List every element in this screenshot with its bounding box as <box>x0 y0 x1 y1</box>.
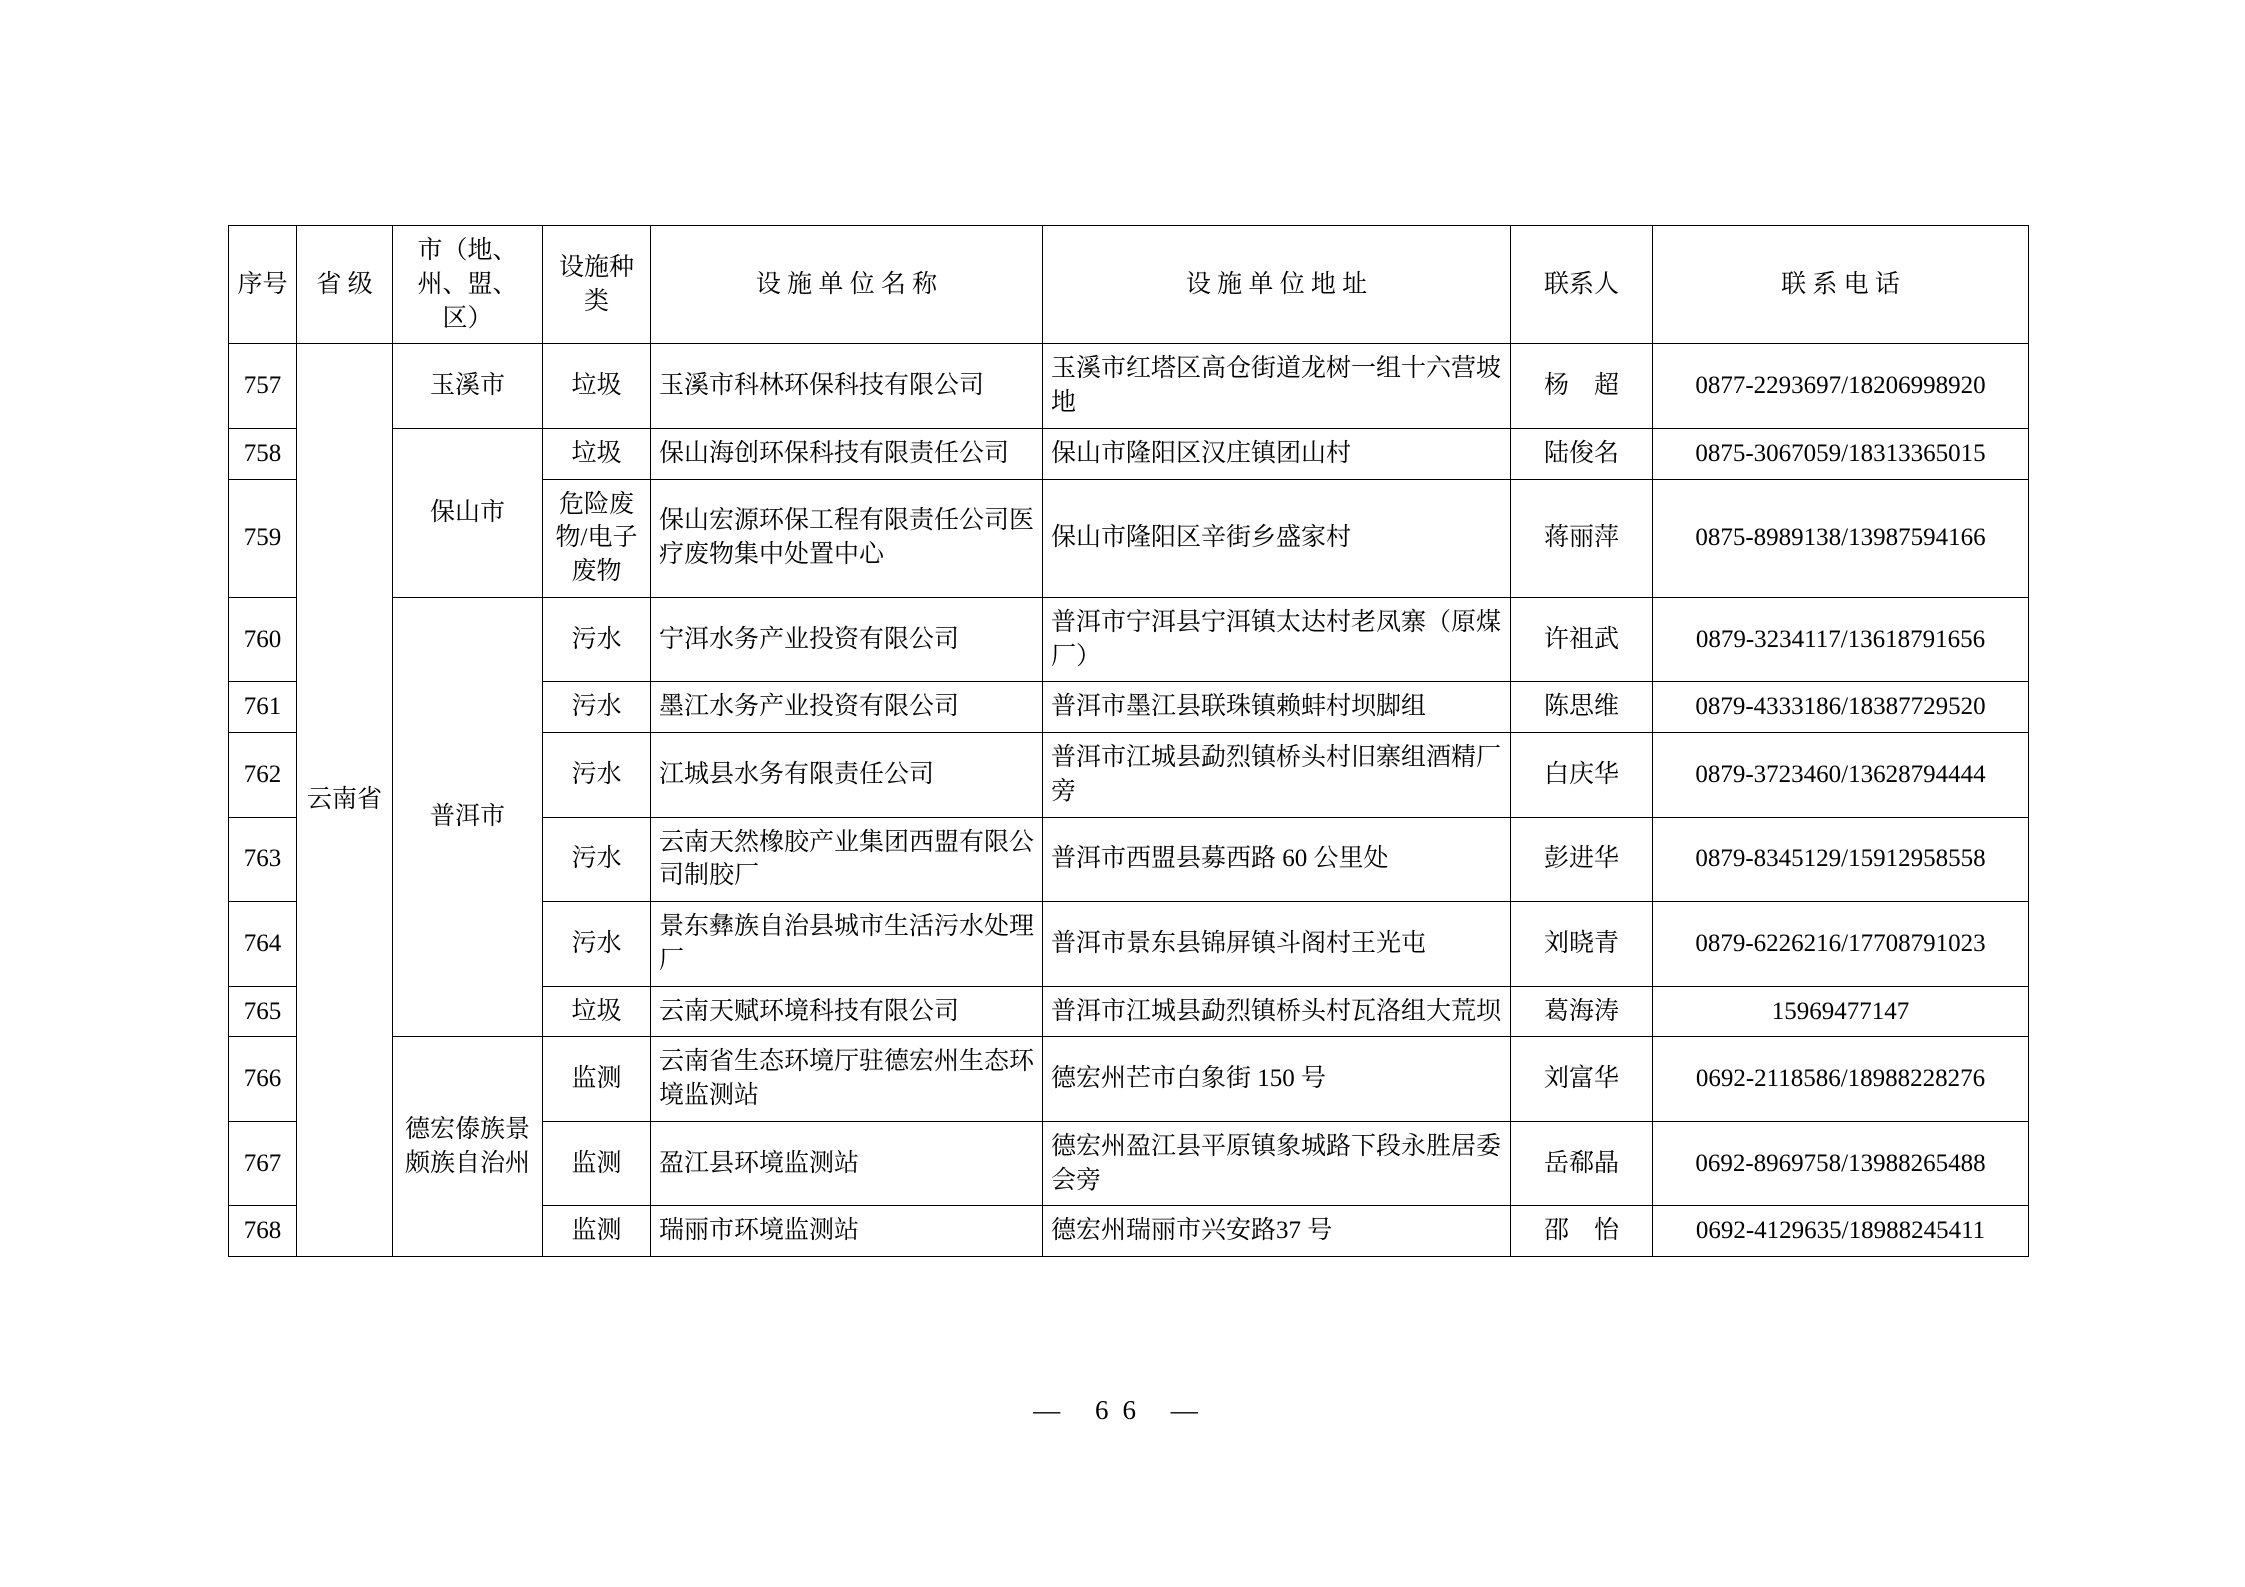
cell-contact-phone: 0879-6226216/17708791023 <box>1653 902 2029 987</box>
cell-unit-address: 德宏州盈江县平原镇象城路下段永胜居委会旁 <box>1043 1121 1511 1206</box>
table-header <box>229 226 2029 344</box>
cell-unit-address: 普洱市江城县勐烈镇桥头村瓦洛组大荒坝 <box>1043 986 1511 1037</box>
header-unit-address: 设 施 单 位 地 址 <box>1043 226 1511 344</box>
header-contact-person: 联系人 <box>1511 226 1653 344</box>
cell-facility-type: 污水 <box>543 682 651 733</box>
cell-facility-type: 垃圾 <box>543 428 651 479</box>
cell-unit-name: 保山宏源环保工程有限责任公司医疗废物集中处置中心 <box>651 479 1043 597</box>
table-body <box>229 344 2029 1257</box>
cell-unit-name: 玉溪市科林环保科技有限公司 <box>651 344 1043 429</box>
cell-facility-type: 监测 <box>543 1206 651 1257</box>
header-province: 省 级 <box>297 226 393 344</box>
cell-facility-type: 污水 <box>543 597 651 682</box>
cell-unit-address: 普洱市西盟县募西路 60 公里处 <box>1043 817 1511 902</box>
cell-unit-name: 瑞丽市环境监测站 <box>651 1206 1043 1257</box>
cell-facility-type: 垃圾 <box>543 344 651 429</box>
table-row <box>229 1037 2029 1122</box>
cell-contact-person: 蒋丽萍 <box>1511 479 1653 597</box>
cell-unit-address: 德宏州瑞丽市兴安路37 号 <box>1043 1206 1511 1257</box>
cell-city: 玉溪市 <box>393 344 543 429</box>
cell-contact-phone: 0692-2118586/18988228276 <box>1653 1037 2029 1122</box>
header-facility-type: 设施种类 <box>543 226 651 344</box>
header-index: 序号 <box>229 226 297 344</box>
cell-facility-type: 垃圾 <box>543 986 651 1037</box>
cell-unit-address: 普洱市宁洱县宁洱镇太达村老凤寨（原煤厂） <box>1043 597 1511 682</box>
cell-unit-address: 玉溪市红塔区高仓街道龙树一组十六营坡地 <box>1043 344 1511 429</box>
cell-index: 762 <box>229 733 297 818</box>
cell-contact-person: 陈思维 <box>1511 682 1653 733</box>
cell-unit-name: 云南天然橡胶产业集团西盟有限公司制胶厂 <box>651 817 1043 902</box>
header-row <box>229 226 2029 344</box>
cell-unit-address: 保山市隆阳区汉庄镇团山村 <box>1043 428 1511 479</box>
cell-unit-name: 云南省生态环境厅驻德宏州生态环境监测站 <box>651 1037 1043 1122</box>
cell-contact-person: 葛海涛 <box>1511 986 1653 1037</box>
cell-index: 757 <box>229 344 297 429</box>
cell-contact-person: 陆俊名 <box>1511 428 1653 479</box>
cell-facility-type: 污水 <box>543 817 651 902</box>
cell-city: 德宏傣族景颇族自治州 <box>393 1037 543 1257</box>
cell-contact-phone: 0879-3723460/13628794444 <box>1653 733 2029 818</box>
cell-unit-address: 保山市隆阳区辛街乡盛家村 <box>1043 479 1511 597</box>
table-row <box>229 597 2029 682</box>
table-row <box>229 428 2029 479</box>
facility-table <box>228 225 2029 1257</box>
cell-facility-type: 污水 <box>543 733 651 818</box>
header-unit-name: 设 施 单 位 名 称 <box>651 226 1043 344</box>
cell-unit-name: 保山海创环保科技有限责任公司 <box>651 428 1043 479</box>
cell-contact-phone: 0879-4333186/18387729520 <box>1653 682 2029 733</box>
cell-unit-name: 云南天赋环境科技有限公司 <box>651 986 1043 1037</box>
cell-index: 767 <box>229 1121 297 1206</box>
cell-unit-address: 德宏州芒市白象街 150 号 <box>1043 1037 1511 1122</box>
cell-contact-person: 许祖武 <box>1511 597 1653 682</box>
cell-unit-name: 江城县水务有限责任公司 <box>651 733 1043 818</box>
cell-contact-phone: 0879-8345129/15912958558 <box>1653 817 2029 902</box>
cell-unit-name: 宁洱水务产业投资有限公司 <box>651 597 1043 682</box>
cell-contact-phone: 0879-3234117/13618791656 <box>1653 597 2029 682</box>
cell-contact-phone: 0875-3067059/18313365015 <box>1653 428 2029 479</box>
header-city: 市（地、州、盟、区） <box>393 226 543 344</box>
cell-contact-phone: 0692-4129635/18988245411 <box>1653 1206 2029 1257</box>
cell-index: 759 <box>229 479 297 597</box>
cell-unit-name: 墨江水务产业投资有限公司 <box>651 682 1043 733</box>
cell-facility-type: 监测 <box>543 1121 651 1206</box>
cell-index: 760 <box>229 597 297 682</box>
cell-contact-phone: 0875-8989138/13987594166 <box>1653 479 2029 597</box>
cell-contact-person: 白庆华 <box>1511 733 1653 818</box>
cell-facility-type: 污水 <box>543 902 651 987</box>
cell-contact-person: 彭进华 <box>1511 817 1653 902</box>
cell-unit-address: 普洱市墨江县联珠镇赖蚌村坝脚组 <box>1043 682 1511 733</box>
cell-facility-type: 监测 <box>543 1037 651 1122</box>
cell-contact-phone: 15969477147 <box>1653 986 2029 1037</box>
cell-index: 766 <box>229 1037 297 1122</box>
cell-unit-name: 景东彝族自治县城市生活污水处理厂 <box>651 902 1043 987</box>
table-row <box>229 344 2029 429</box>
cell-contact-person: 刘晓青 <box>1511 902 1653 987</box>
cell-city: 普洱市 <box>393 597 543 1037</box>
cell-contact-phone: 0877-2293697/18206998920 <box>1653 344 2029 429</box>
cell-index: 758 <box>229 428 297 479</box>
cell-index: 761 <box>229 682 297 733</box>
cell-index: 768 <box>229 1206 297 1257</box>
cell-index: 765 <box>229 986 297 1037</box>
cell-contact-person: 邵 怡 <box>1511 1206 1653 1257</box>
cell-unit-name: 盈江县环境监测站 <box>651 1121 1043 1206</box>
cell-contact-person: 杨 超 <box>1511 344 1653 429</box>
cell-city: 保山市 <box>393 428 543 597</box>
cell-index: 764 <box>229 902 297 987</box>
cell-contact-person: 刘富华 <box>1511 1037 1653 1122</box>
cell-unit-address: 普洱市景东县锦屏镇斗阁村王光屯 <box>1043 902 1511 987</box>
page-number: — 66 — <box>1033 1395 1212 1425</box>
facility-table-container <box>228 225 2028 1257</box>
header-contact-phone: 联 系 电 话 <box>1653 226 2029 344</box>
cell-contact-person: 岳郗晶 <box>1511 1121 1653 1206</box>
cell-index: 763 <box>229 817 297 902</box>
cell-province: 云南省 <box>297 344 393 1257</box>
cell-contact-phone: 0692-8969758/13988265488 <box>1653 1121 2029 1206</box>
cell-facility-type: 危险废物/电子废物 <box>543 479 651 597</box>
cell-unit-address: 普洱市江城县勐烈镇桥头村旧寨组酒精厂旁 <box>1043 733 1511 818</box>
